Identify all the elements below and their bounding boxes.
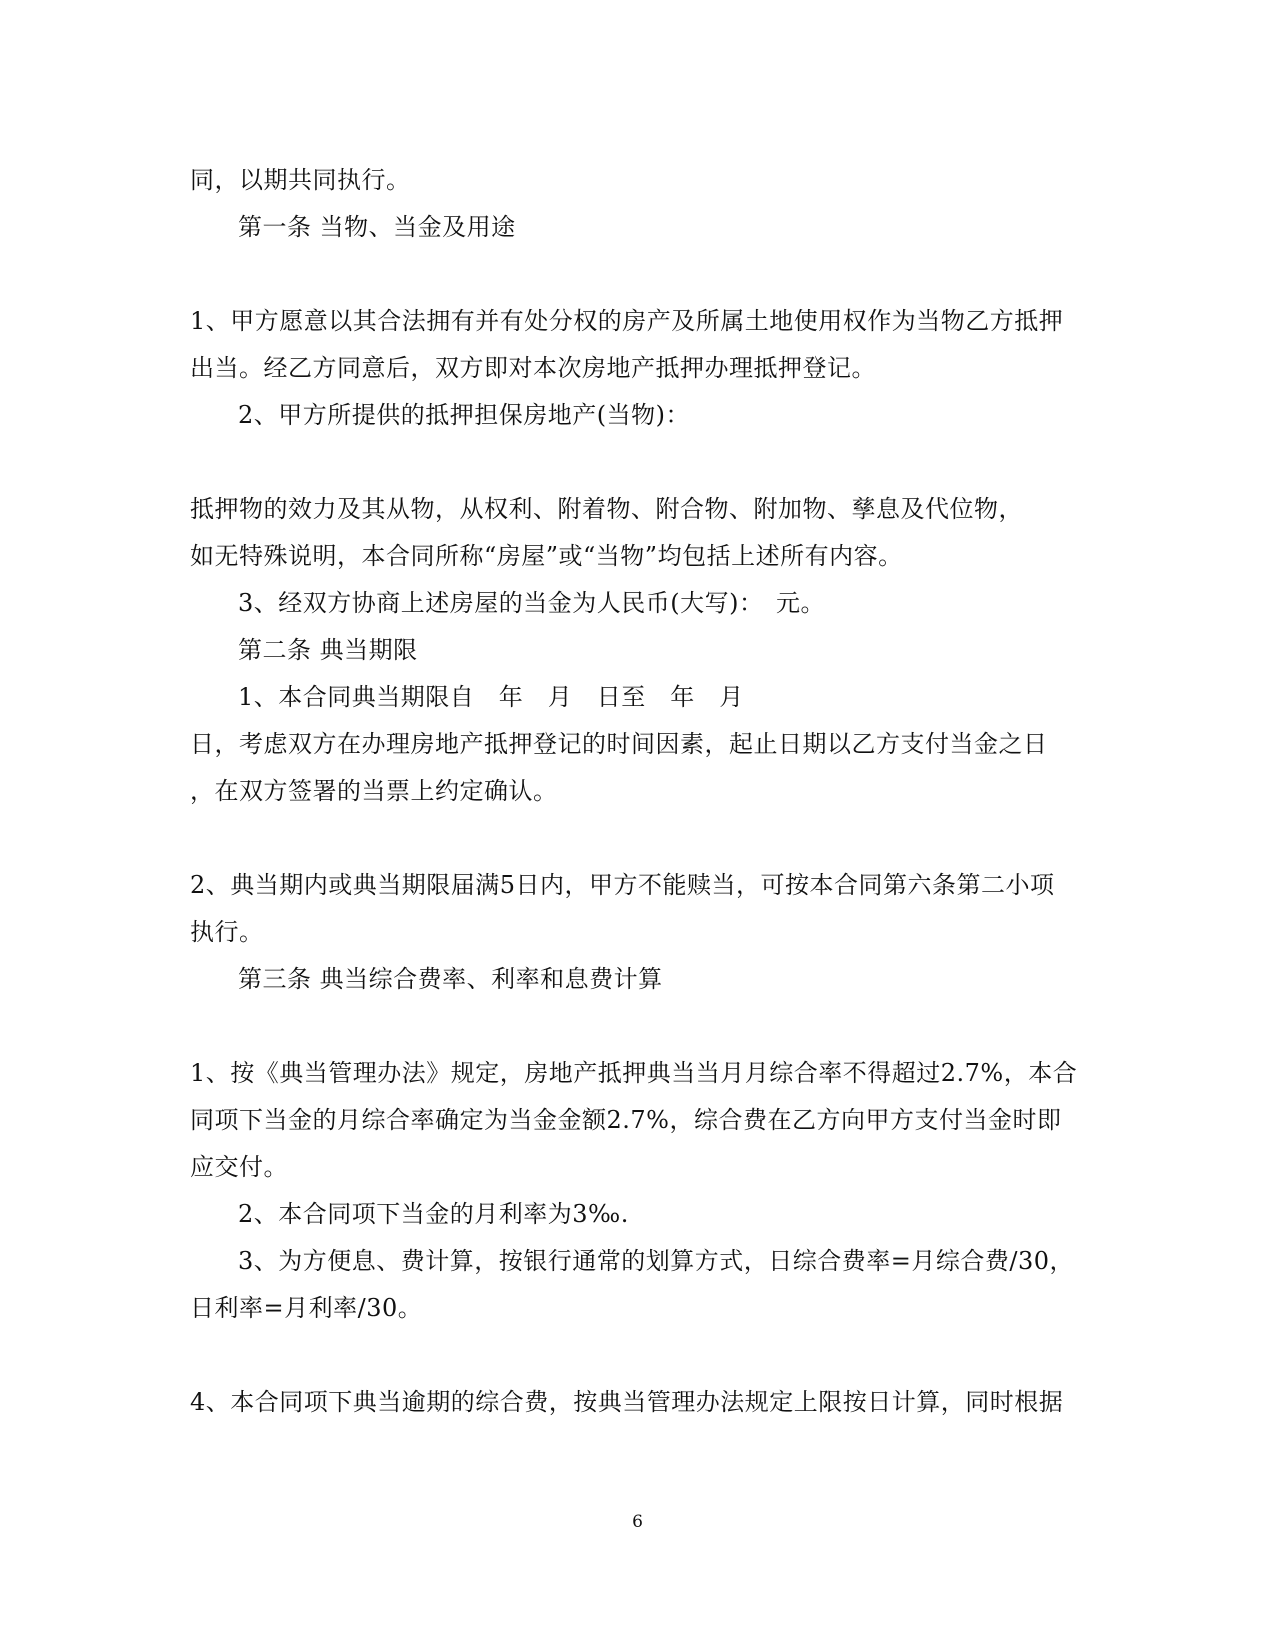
text-line: 如无特殊说明，本合同所称“房屋”或“当物”均包括上述所有内容。 xyxy=(190,542,903,570)
text-line: 执行。 xyxy=(190,918,264,946)
text-line: 日利率=月利率/30。 xyxy=(190,1294,423,1322)
section-heading: 第三条 典当综合费率、利率和息费计算 xyxy=(238,965,663,993)
text-line: 抵押物的效力及其从物，从权利、附着物、附合物、附加物、孳息及代位物， xyxy=(190,495,1023,523)
text-line: 同，以期共同执行。 xyxy=(190,166,411,194)
text-line: 1、本合同典当期限自 年 月 日至 年 月 xyxy=(238,683,744,711)
text-line: 3、经双方协商上述房屋的当金为人民币(大写)： 元。 xyxy=(238,589,825,617)
text-line: 出当。经乙方同意后，双方即对本次房地产抵押办理抵押登记。 xyxy=(190,354,876,382)
text-line: 1、甲方愿意以其合法拥有并有处分权的房产及所属土地使用权作为当物乙方抵押 xyxy=(190,307,1064,335)
section-heading: 第一条 当物、当金及用途 xyxy=(238,213,516,241)
text-line: 2、甲方所提供的抵押担保房地产(当物)： xyxy=(238,401,690,429)
text-line: 3、为方便息、费计算，按银行通常的划算方式，日综合费率=月综合费/30， xyxy=(238,1247,1075,1275)
page-number: 6 xyxy=(632,1512,643,1532)
section-heading: 第二条 典当期限 xyxy=(238,636,418,664)
text-line: ，在双方签署的当票上约定确认。 xyxy=(190,777,558,805)
text-line: 日，考虑双方在办理房地产抵押登记的时间因素，起止日期以乙方支付当金之日 xyxy=(190,730,1048,758)
text-line: 2、本合同项下当金的月利率为3‰. xyxy=(238,1200,629,1228)
text-line: 应交付。 xyxy=(190,1153,288,1181)
text-line: 同项下当金的月综合率确定为当金金额2.7%，综合费在乙方向甲方支付当金时即 xyxy=(190,1106,1062,1134)
text-line: 1、按《典当管理办法》规定，房地产抵押典当当月月综合率不得超过2.7%，本合 xyxy=(190,1059,1078,1087)
text-line: 4、本合同项下典当逾期的综合费，按典当管理办法规定上限按日计算，同时根据 xyxy=(190,1388,1064,1416)
text-line: 2、典当期内或典当期限届满5日内，甲方不能赎当，可按本合同第六条第二小项 xyxy=(190,871,1055,899)
